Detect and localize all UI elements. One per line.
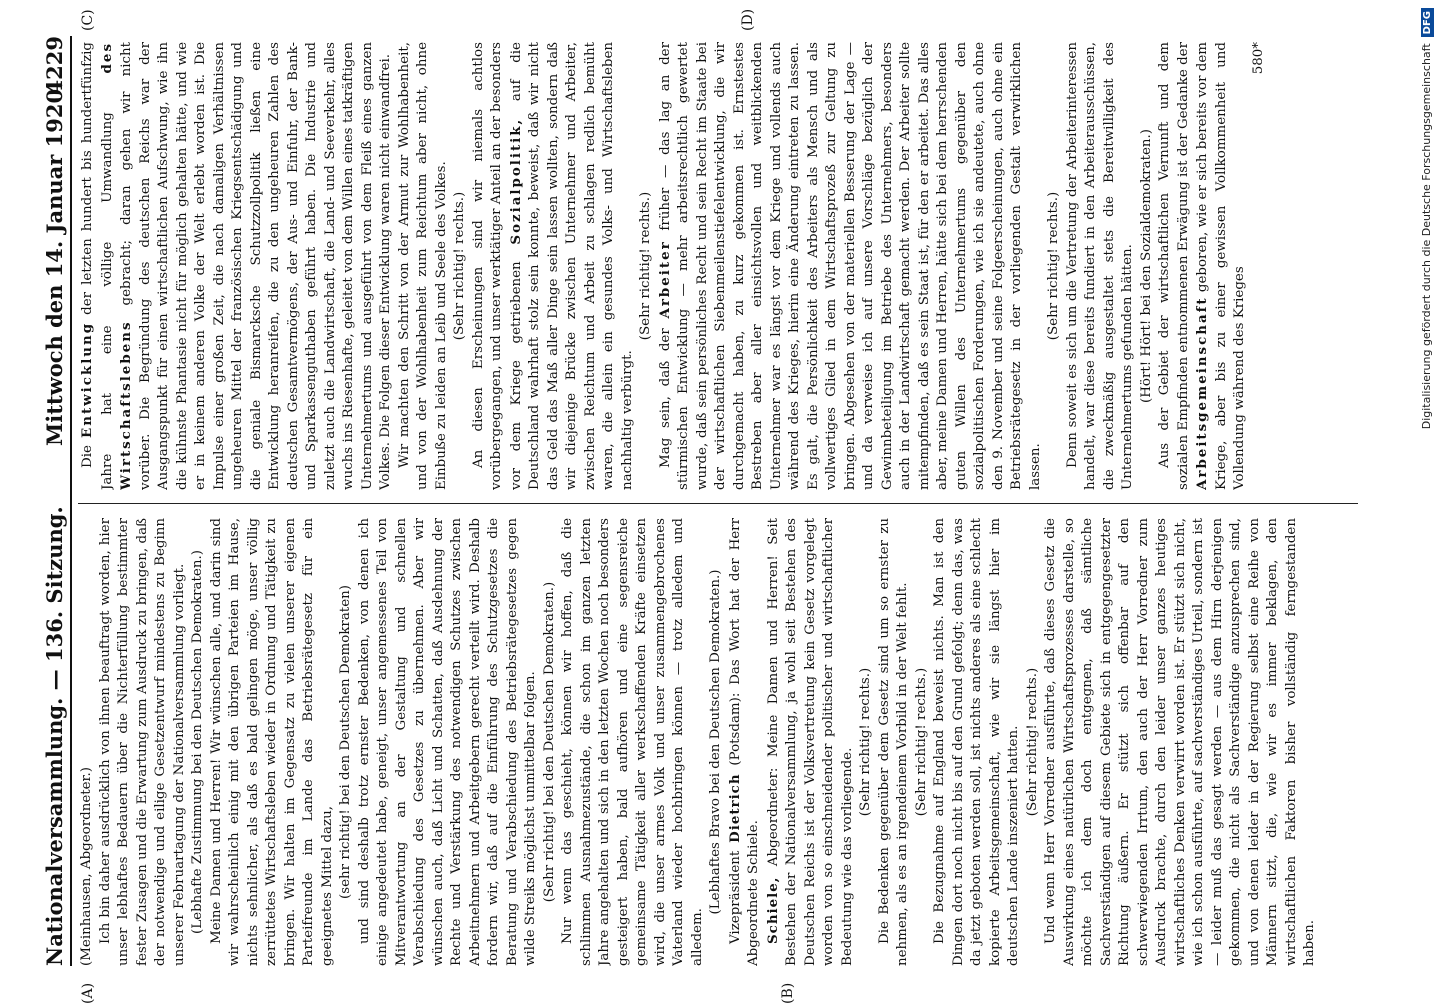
interjection: (sehr richtig! bei den Deutschen Demokraten) [338, 585, 353, 899]
speaker-name: Schiele, [764, 876, 781, 944]
interjection: (Sehr richtig! rechts.) [1024, 667, 1040, 817]
paragraph: Wir machten den Schritt von der Armut zur Wohlhabenheit, und von der Wohlhabenheit zum Reichtum aber nicht, ohne Einbuße zu leiden an Leib und Seele des Volkes. [396, 42, 449, 490]
margin-letter-d: (D) [740, 8, 756, 31]
paragraph-worker [656, 42, 1046, 490]
emphasis-text: Arbeiter [656, 240, 673, 319]
page-header [40, 36, 72, 966]
right-column [78, 42, 1378, 490]
paragraph-text: Mag sein, daß der [657, 328, 673, 468]
speaker-role: Vizepräsident [727, 850, 743, 944]
paragraph: Die Bezugnahme auf England beweist nichts. Man ist den Dingen dort noch nicht bis auf den Grund gefolgt; denn das, was da jetzt geboten werden soll, ist nichts anderes als eine schlecht kopierte Arbeitsgemeinschaft, wie wir sie längst hier im deutschen Lande inszeniert hatten. [932, 518, 1021, 966]
paragraph-vice-president [726, 518, 764, 966]
page-number: 4229 [42, 36, 67, 95]
paragraph-social-policy [470, 42, 638, 490]
paragraph: und sind deshalb trotz ernster Bedenken, von denen ich einige angedeutet habe, geneigt, unser angemessenes Teil von Mitverantwortung an der Gestaltung und schnellen Verabschiedung des Gesetzes zu übernehmen. Aber wir wünschen auch, daß Licht und Schatten, daß Ausdehnung der Rechte und Verstärkung des notwendigen Schutzes zwischen Arbeitnehmern und Arbeitgebern gerecht verteilt wird. Deshalb fordern wir, daß auf die Einführung des Schutzgesetzes die Beratung und Verabschiedung des Betriebsrätegesetzes gegen wilde Streiks möglichst unmittelbar folgen. [356, 518, 538, 966]
paragraph-text: An diesen Erscheinungen sind wir niemals achtlos vorübergegangen, und unser werktätiger Anteil an der besonders vor dem Kriege getriebenen [470, 42, 524, 490]
interjection: (Sehr richtig! rechts.) [858, 667, 873, 817]
footer-mark: 580* [1250, 42, 1266, 75]
dfg-logo: DFG [1421, 8, 1434, 37]
speaker-name: Dietrich [726, 773, 743, 843]
paragraph: Und wenn Herr Vorredner ausführte, daß dieses Gesetz die Auswirkung eines natürlichen Wirtschaftsprozesses darstelle, so möchte ich dem doch entgegnen, daß sämtliche Sachverständigen auf diesem Gebiete sich in entgegengesetzter Richtung äußern. Er stützt sich offenbar auf den schwerwiegenden Irrtum, den auch der Herr Vorredner zum Ausdruck brachte, durch den leider unser ganzes heutiges wirtschaftliches Denken verwirrt worden ist. Er stützt sich nicht, wie ich schon ausführte, auf sachverständiges Urteil, sondern ist — leider muß das gesagt werden — aus dem Hirn derjenigen gekommen, die nicht als Sachverständige anzusprechen sind, und von denen leider in der Regierung selbst eine Reihe von Männern sitzt, die, wie wir es immer beklagen, den wirtschaftlichen Faktoren bisher vollständig ferngestanden haben. [1043, 518, 1317, 966]
dfg-funding-notice [1420, 8, 1434, 948]
emphasis-text: Sozialpolitik, [507, 117, 524, 245]
left-column [78, 518, 1378, 966]
interjection: (Lebhaftes Bravo bei den Deutschen Demokraten.) [708, 569, 723, 915]
paragraph-text: früher — das lag an der stürmischen Entwicklung — mehr arbeitsrechtlich gewertet wurde, daß sein persönliches Recht und sein Recht im Staate bei der wirtschaftlichen Siebenmeilenstiefelentwicklung, die wir durchgemacht haben, zu kurz gekommen ist. Ernstestes Bestreben aber aller einsichtsvollen und weitblickenden Unternehmer war es längst vor dem Kriege und vollends auch während des Krieges, hierin eine Änderung eintreten zu lassen. Es galt, die Persönlichkeit des Arbeiters als Mensch und als vollwertiges Glied in dem Wirtschaftsprozeß zur Geltung zu bringen. Abgesehen von der materiellen Besserung der Lage — und da verweise ich auf unsere Vorschläge bezüglich der Gewinnbeteiligung im Betriebe des Unternehmers, besonders auch in der Landwirtschaft gemacht werden. Der Arbeiter sollte mitempfinden, daß es sein Staat ist, für den er arbeitet. Das alles aber, meine Damen und Herren, hätte sich bei dem herrschenden guten Willen des Unternehmertums gegenüber den sozialpolitischen Forderungen, wie ich sie andeutete, auch ohne den 9. November und seine Folgeerscheinungen, auch ohne ein Betriebsrätegesetz in der vorliegenden Gestalt verwirklichen lassen. [657, 42, 1043, 490]
interjection: (Sehr richtig! bei den Deutschen Demokraten.) [541, 581, 557, 903]
emphasis-text: des Wirtschaftslebens [98, 42, 134, 490]
paragraph-text: Aus der Gebiet der wirtschaftlichen Vernunft und dem sozialen Empfinden entnommenen Erwägung ist der Gedanke der [1157, 42, 1191, 490]
paragraph-text: auf die Deutschland wahrhaft stolz sein konnte, beweist, daß wir nicht das Geld das Maß aller Dinge sein lassen wollten, sondern daß wir diejenige Brücke zwischen Unternehmer und Arbeiter, zwischen Reichtum und Arbeit zu schlagen redlich bemüht waren, die allein ein gesundes Volks- und Wirtschaftsleben nachhaltig verbürgt. [508, 42, 635, 490]
interjection: (Sehr richtig! rechts.) [1046, 191, 1061, 341]
header-left-title: Nationalversammlung. — 136. Sitzung. [42, 506, 67, 966]
paragraph: Nur wenn das geschieht, können wir hoffen, daß die schlimmen Ausnahmezustände, die schon im ganzen letzten Jahre angehalten und sich in den letzten Wochen noch besonders gesteigert haben, bald aufhören und eine segensreiche gemeinsame Tätigkeit aller werkschaffenden Kräfte einsetzen wird, die unser armes Volk und unser zusammengebrochenes Vaterland wieder hochbringen können — trotz alledem und alledem. [560, 518, 705, 966]
paragraph: Ich bin daher ausdrücklich von ihnen beauftragt worden, hier unser lebhaftes Bedauern über die Nichterfüllung bestimmter fester Zusagen und die Erwartung zum Ausdruck zu bringen, daß der notwendige und eilige Gesetzentwurf mindestens zu Beginn unserer Februartagung der Nationalversammlung vorliegt. [97, 518, 187, 966]
paragraph-schiele [764, 518, 858, 966]
paragraph: Die Bedenken gegenüber dem Gesetz sind um so ernster zu nehmen, als es an irgendeinem Vorbild in der Welt fehlt. [876, 518, 910, 966]
dfg-notice-text-wrapper [1420, 8, 1434, 938]
speaker-tag: (Meinhausen, Abgeordneter.) [79, 767, 94, 966]
paragraph-text: der letzten hundert bis hundertfünfzig Jahre hat eine völlige Umwandlung [80, 42, 115, 490]
paragraph-development [78, 42, 396, 490]
emphasis-text: Entwicklung [79, 321, 95, 438]
paragraph-text: geboren, wie er sich bereits vor dem Kriege, aber bis zu einer gewissen Vollkommenheit und Vollendung während des Krieges [1195, 42, 1247, 490]
paragraph-text: Abgeordneter: Meine Damen und Herren! Seit Bestehen der Nationalversammlung, ja wohl seit Bestehen des Deutschen Reichs ist der Volksvertretung kein Gesetz vorgelegt worden von so einschneidender politischer und wirtschaftlicher Bedeutung wie das vorliegende. [765, 518, 855, 966]
interjection: (Sehr richtig! rechts.) [452, 191, 467, 341]
scanned-document-page [40, 8, 1380, 1004]
margin-letter-c: (C) [80, 9, 96, 31]
header-date: Mittwoch den 14. Januar 1920. [42, 81, 67, 446]
emphasis-text: Arbeitsgemeinschaft [1194, 296, 1210, 490]
paragraph-text: (Potsdam): Das Wort hat der Herr Abgeordnete Schiele. [727, 518, 761, 966]
paragraph: Meine Damen und Herren! Wir wünschen alle, und darin sind wir wahrscheinlich einig mit den übrigen Parteien im Hause, nichts sehnlicher, als daß es bald gelingen möge, unser völlig zerrüttetes Wirtschaftsleben wieder in Ordnung und Tätigkeit zu bringen. Wir halten im Gegensatz zu vielen unserer eigenen Parteifreunde im Lande das Betriebsrätegesetz für ein geeignetes Mittel dazu, [208, 518, 335, 966]
paragraph: Denn soweit es sich um die Vertretung der Arbeiterinteressen handelt, war diese bereits fundiert in den Arbeiterausschüssen, die zweckmäßig ausgestaltet stets die Bereitwilligkeit des Unternehmertums gefunden hätten. [1064, 42, 1135, 490]
margin-letter-a: (A) [80, 982, 96, 1004]
paragraph-text: Die [80, 445, 95, 468]
column-divider [78, 503, 1358, 504]
paragraph-work-community [1156, 42, 1250, 490]
paragraph-text: gebracht; daran gehen wir nicht vorüber. Die Begründung des deutschen Reichs war der Ausgangspunkt für einen wirtschaftlichen Aufschwung, wie ihn die kühnste Phantasie nicht für möglich gehalten hätte, und wie er in keinem anderen Volke der Welt erlebt worden ist. Die Impulse einer großen Zeit, die nach damaligen Verhältnissen ungeheuren Mittel der französischen Kriegsentschädigung und die geniale Bismarcksche Schutzzollpolitik ließen eine Entwicklung heranreifen, die zu den ungeheuren Zahlen des deutschen Gesamtvermögens, der Aus- und Einfuhr, der Bank- und Sparkassenguthaben geführt haben. Die Industrie und zuletzt auch die Landwirtschaft, die Land- und Seeverkehr, alles wuchs ins Riesenhafte, geleitet von dem Willen eines tatkräftigen Unternehmertums und ausgeführt von dem Fleiß eines ganzen Volkes. Die Folgen dieser Entwicklung waren nicht einwandfrei. [119, 42, 393, 490]
dfg-notice-text: Digitalisierung gefördert durch die Deutsche Forschungsgemeinschaft [1420, 43, 1433, 430]
interjection: (Sehr richtig! rechts.) [913, 667, 929, 817]
margin-letter-b: (B) [780, 982, 796, 1004]
interjection: (Lebhafte Zustimmung bei den Deutschen Demokraten.) [190, 550, 205, 934]
interjection: (Hört! Hört! bei den Sozialdemokraten.) [1138, 129, 1154, 403]
interjection: (Sehr richtig! rechts.) [638, 191, 653, 341]
